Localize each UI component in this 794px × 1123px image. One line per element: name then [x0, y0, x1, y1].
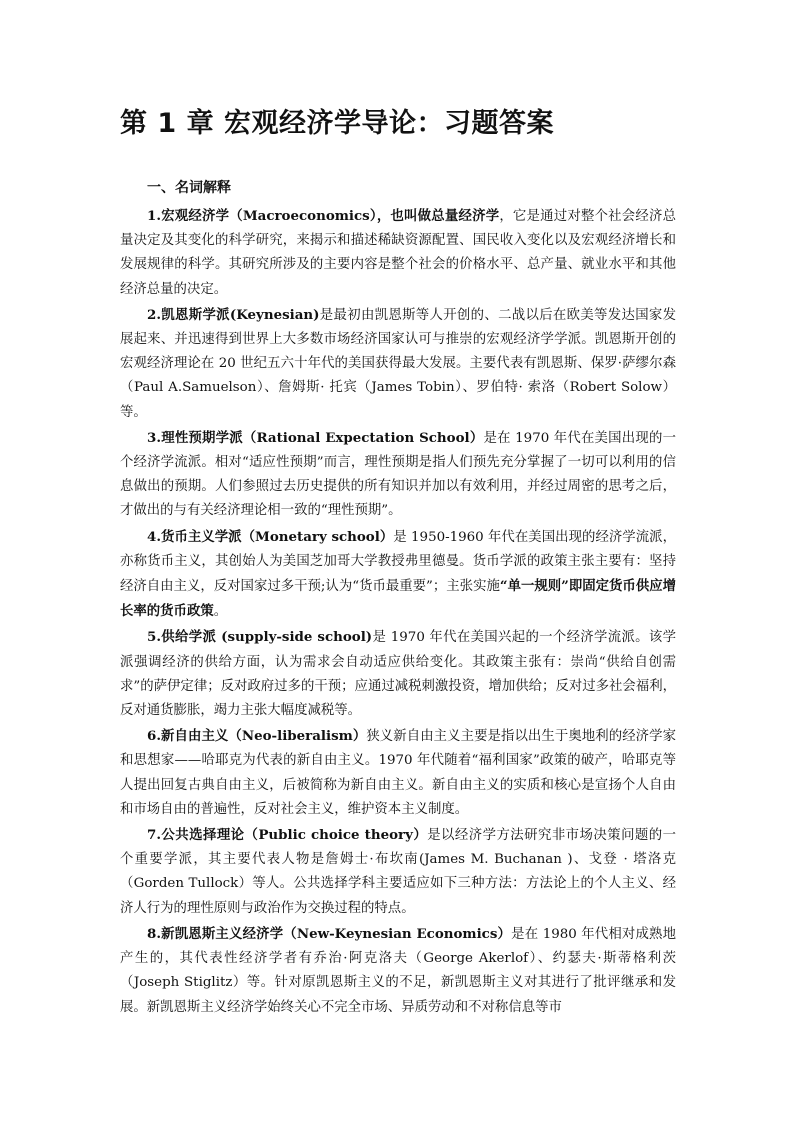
- entry-paragraph: [120, 724, 676, 822]
- entry-term: 2.凯恩斯学派(Keynesian): [147, 306, 320, 323]
- entry-term: 6.新自由主义（Neo-liberalism）: [147, 728, 367, 745]
- entry-paragraph: [120, 625, 676, 723]
- entry-term: 5.供给学派 (supply-side school): [147, 629, 373, 646]
- entry-term: 8.新凯恩斯主义经济学（New-Keynesian Economics）: [147, 925, 512, 942]
- entry-text: 是最初由凯恩斯等人开创的、二战以后在欧美等发达国家发展起来、并迅速得到世界上大多数市场经济国家认可与推崇的宏观经济学学派。凯恩斯开创的宏观经济理论在 20 世纪五六十年代的美国获得最大发展。主要代表有凯恩斯、保罗·萨缪尔森（Paul A.Samuelson）、詹姆斯· 托宾（James Tobin）、罗伯特· 索洛（Robert Solow）等。: [120, 307, 677, 420]
- entry-paragraph: [120, 525, 676, 625]
- entry-text: 是在 1970 年代在美国出现的一个经济学流派。相对“适应性预期”而言，理性预期是指人们预先充分掌握了一切可以利用的信息做出的预期。人们参照过去历史提供的所有知识并加以有效利用，并经过周密的思考之后，才做出的与有关经济理论相一致的“理性预期”。: [120, 430, 677, 519]
- entry-text: ，它是通过对整个社会经济总量决定及其变化的科学研究，来揭示和描述稀缺资源配置、国民收入变化以及宏观经济增长和发展规律的科学。其研究所涉及的主要内容是整个社会的价格水平、总产量、就业水平和其他经济总量的决定。: [120, 209, 677, 297]
- entry-paragraph: [120, 204, 676, 302]
- entry-paragraph: [120, 303, 676, 425]
- section-heading: 一、名词解释: [147, 180, 231, 196]
- entry-text-emphasis: “单一规则”即固定货币供应增长率的货币政策: [120, 578, 676, 620]
- entry-term: 4.货币主义学派（Monetary school）: [147, 528, 394, 545]
- entry-term: 7.公共选择理论（Public choice theory）: [147, 827, 428, 844]
- entry-text-end: 。: [213, 604, 228, 620]
- entry-term: 1.宏观经济学（Macroeconomics），也叫做总量经济学: [147, 208, 500, 224]
- entry-term: 3.理性预期学派（Rational Expectation School）: [147, 429, 484, 446]
- entry-paragraph: [120, 823, 676, 921]
- entry-paragraph: [120, 426, 676, 524]
- chapter-title: 第 1 章 宏观经济学导论：习题答案: [120, 108, 554, 139]
- entry-paragraph: [120, 922, 676, 1020]
- entry-text: 是在 1980 年代相对成熟地产生的，其代表性经济学者有乔治·阿克洛夫（George Akerlof）、约瑟夫·斯蒂格利茨（Joseph Stiglitz）等。针对原凯恩斯主义的不足，新凯恩斯主义对其进行了批评继承和发展。新凯恩斯主义经济学始终关心不完全市场、异质劳动和不对称信息等市: [120, 926, 677, 1015]
- entry-text: 是 1950-1960 年代在美国出现的经济学流派，亦称货币主义，其创始人为美国芝加哥大学教授弗里德曼。货币学派的政策主张主要有：坚持经济自由主义，反对国家过多干预;认为“货币最重要”；主张实施: [120, 529, 676, 595]
- document-body: [120, 204, 676, 1021]
- entry-text: 狭义新自由主义主要是指以出生于奥地利的经济学家和思想家——哈耶克为代表的新自由主义。1970 年代随着“福利国家”政策的破产，哈耶克等人提出回复古典自由主义，后被简称为新自由主义。新自由主义的实质和核心是宣扬个人自由和市场自由的普遍性，反对社会主义，维护资本主义制度。: [120, 729, 676, 817]
- entry-text: 是以经济学方法研究非市场决策问题的一个重要学派，其主要代表人物是詹姆士·布坎南(James M. Buchanan )、戈登 · 塔洛克（Gorden Tullock）等人。公共选择学科主要适应如下三种方法：方法论上的个人主义、经济人行为的理性原则与政治作为交换过程的特点。: [120, 828, 677, 916]
- entry-text: 是 1970 年代在美国兴起的一个经济学流派。该学派强调经济的供给方面，认为需求会自动适应供给变化。其政策主张有：崇尚“供给自创需求”的萨伊定律；反对政府过多的干预；应通过减税刺激投资，增加供给；反对过多社会福利，反对通货膨胀，竭力主张大幅度减税等。: [120, 630, 676, 719]
